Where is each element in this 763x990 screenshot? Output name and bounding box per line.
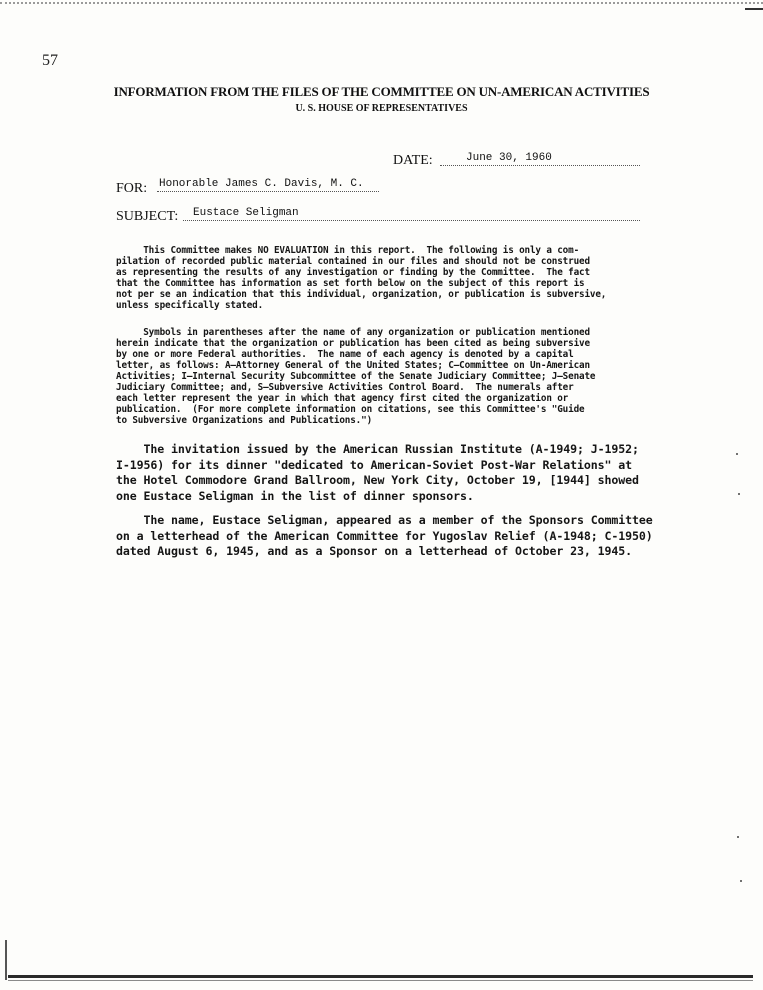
body-line: The name, Eustace Seligman, appeared as a member of the Sponsors Committee [116,513,653,527]
symbols-line: each letter represent the year in which that agency first cited the organization or [116,393,569,404]
document-title: INFORMATION FROM THE FILES OF THE COMMITTEE ON UN-AMERICAN ACTIVITIES [113,84,650,99]
disclaimer-line: not per se an indication that this individual, organization, or publication is subversive, [116,289,607,300]
page-number: 57 [42,52,58,69]
for-label: FOR: [116,181,148,196]
symbols-line: herein indicate that the organization or publication has been cited as being subversive [116,338,590,349]
body-line: on a letterhead of the American Committee for Yugoslav Relief (A-1948; C-1950) [116,528,653,543]
scan-mark [745,8,763,10]
page-top-edge [0,2,763,4]
body-line: I-1956) for its dinner "dedicated to American-Soviet Post-War Relations" at [116,457,633,472]
symbols-line: publication. (For more complete information on citations, see this Committee's "Guide [116,404,585,415]
symbols-line: Judiciary Committee; and, S—Subversive Activities Control Board. The numerals after [116,382,574,393]
disclaimer-paragraph [116,245,606,311]
disclaimer-line: This Committee makes NO EVALUATION in this report. The following is only a com- [116,245,580,256]
subject-value: Eustace Seligman [183,206,640,221]
scan-speck [740,880,742,882]
body-paragraph-sponsors [116,513,653,560]
page-left-edge [5,940,7,980]
document-subtitle: U. S. HOUSE OF REPRESENTATIVES [295,103,468,114]
disclaimer-line: that the Committee has information as set forth below on the subject of this report is [116,278,585,289]
symbols-paragraph [116,327,595,426]
body-paragraph-invitation [116,442,639,504]
symbols-line: to Subversive Organizations and Publications.") [116,415,373,426]
scan-speck [738,493,740,495]
subject-label: SUBJECT: [116,209,179,224]
date-label: DATE: [393,153,433,168]
symbols-line: Activities; I—Internal Security Subcommittee of the Senate Judiciary Committee; J—Senate [116,371,596,382]
body-line: the Hotel Commodore Grand Ballroom, New York City, October 19, [1944] showed [116,473,639,487]
scan-speck [736,453,738,455]
page-bottom-edge-shadow [8,980,753,981]
scan-speck [737,836,739,838]
disclaimer-line: pilation of recorded public material contained in our files and should not be construed [116,256,590,267]
date-value: June 30, 1960 [440,151,640,166]
body-line: The invitation issued by the American Russian Institute (A-1949; J-1952; [116,442,639,456]
disclaimer-line: unless specifically stated. [116,300,264,311]
symbols-line: Symbols in parentheses after the name of any organization or publication mentioned [116,327,590,338]
disclaimer-line: as representing the results of any investigation or finding by the Committee. The fact [116,267,590,278]
page-bottom-edge [8,975,753,978]
symbols-line: letter, as follows: A—Attorney General of the United States; C—Committee on Un-American [116,360,590,371]
body-line: dated August 6, 1945, and as a Sponsor on a letterhead of October 23, 1945. [116,544,633,558]
symbols-line: by one or more Federal authorities. The name of each agency is denoted by a capital [116,349,574,360]
for-value: Honorable James C. Davis, M. C. [157,177,379,192]
body-line: one Eustace Seligman in the list of dinner sponsors. [116,488,474,503]
